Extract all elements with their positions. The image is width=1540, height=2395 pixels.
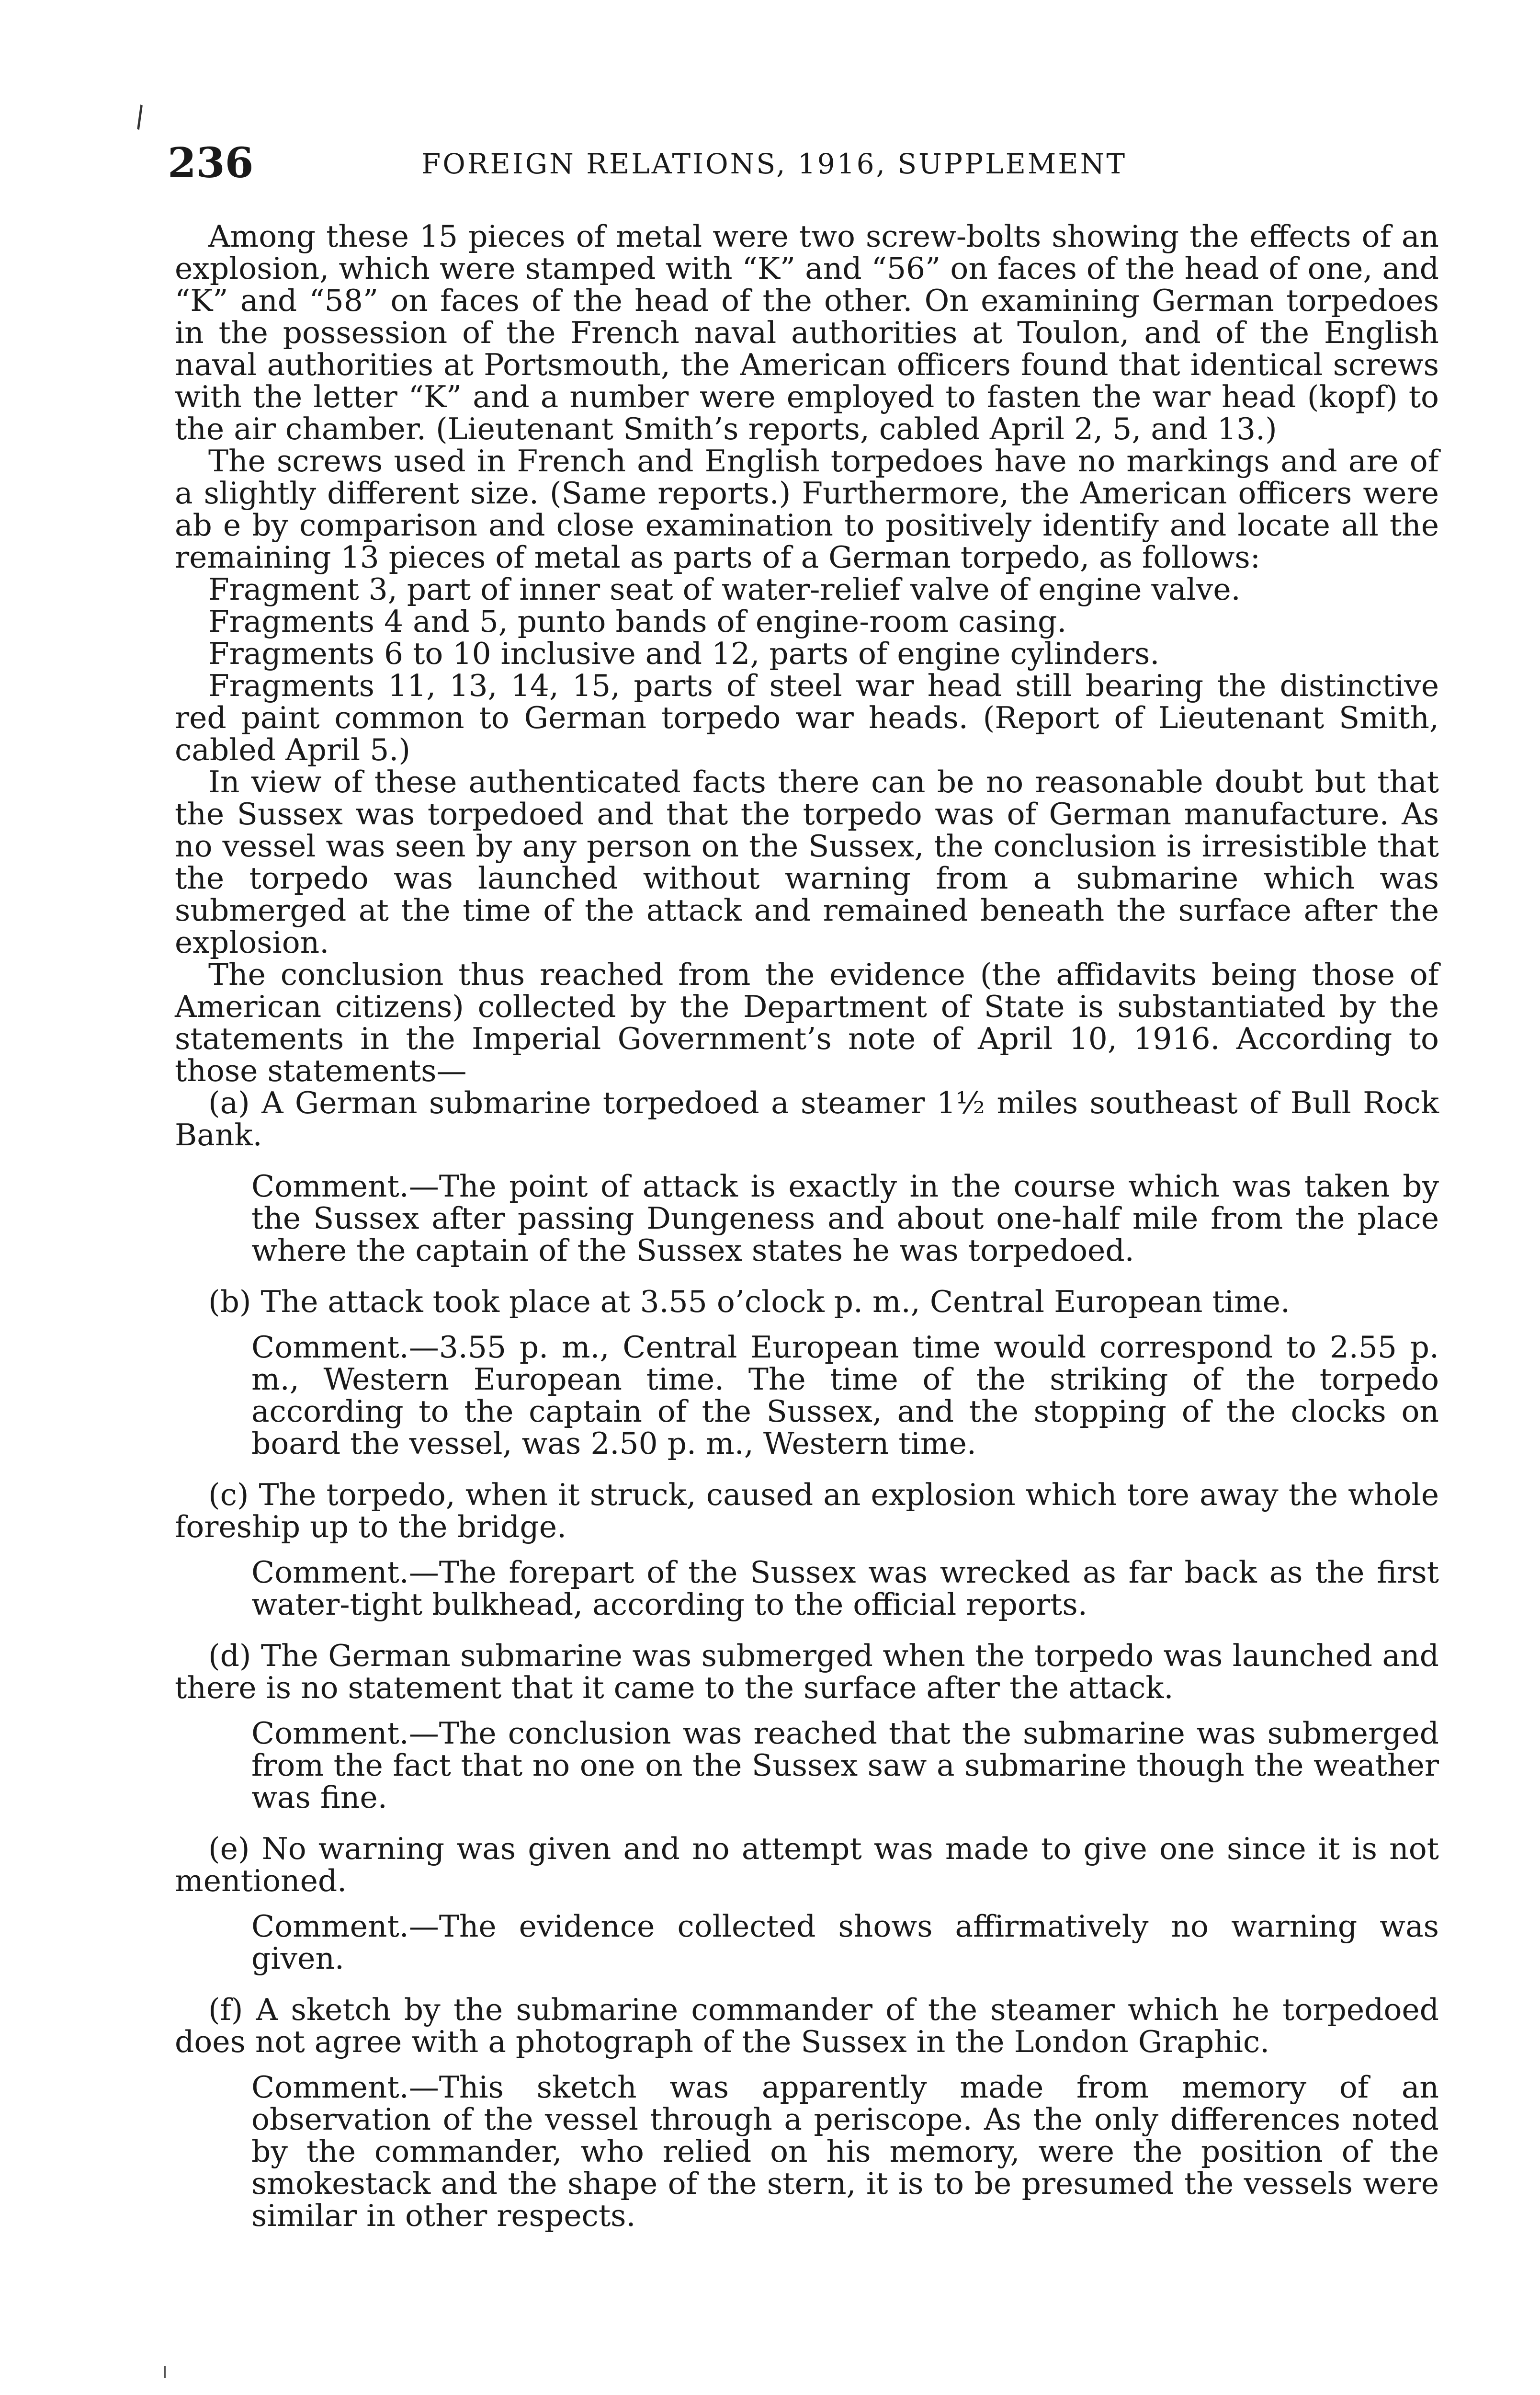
fragment-item: Fragment 3, part of inner seat of water-relief valve of engine valve. xyxy=(208,572,1241,607)
page-number: 236 xyxy=(168,139,254,187)
statement-f: (f) A sketch by the submarine commander of the steamer which he torpedoed does not agree with a photograph of the Sussex in the London Graphic. xyxy=(175,1992,1439,2059)
statement-a: (a) A German submarine torpedoed a steamer 1½ miles southeast of Bull Rock Bank. xyxy=(175,1085,1439,1152)
statement-d: (d) The German submarine was submerged when the torpedo was launched and there is no statement that it came to the surface after the attack. xyxy=(175,1638,1439,1705)
statement-e: (e) No warning was given and no attempt was made to give one since it is not mentioned. xyxy=(175,1831,1439,1898)
comment-b: Comment.—3.55 p. m., Central European time would correspond to 2.55 p. m., Western European time. The time of the striking of the torpedo according to the captain of the Sussex, and the stopping of the clocks on board the vessel, was 2.50 p. m., Western time. xyxy=(251,1330,1439,1461)
comment-d: Comment.—The conclusion was reached that the submarine was submerged from the fact that no one on the Sussex saw a submarine though the weather was fine. xyxy=(251,1716,1439,1815)
statement-c: (c) The torpedo, when it struck, caused an explosion which tore away the whole foreship up to the bridge. xyxy=(175,1477,1439,1544)
comment-c: Comment.—The forepart of the Sussex was wrecked as far back as the first water-tight bulkhead, according to the official reports. xyxy=(251,1555,1439,1622)
body-text xyxy=(175,220,1439,2232)
fragment-item: Fragments 6 to 10 inclusive and 12, parts of engine cylinders. xyxy=(208,636,1160,671)
paragraph-french-english-screws: The screws used in French and English torpedoes have no markings and are of a slightly different size. (Same reports.) Furthermore, the American officers were ab e by comparison and close examination to positively identify and locate all the remaining 13 pieces of metal as parts of a German torpedo, as follows: xyxy=(175,444,1439,575)
page-header xyxy=(168,139,1437,192)
fragment-item: Fragments 11, 13, 14, 15, parts of steel war head still bearing the distinctive red paint common to German torpedo war heads. (Report of Lieutenant Smith, cabled April 5.) xyxy=(175,668,1439,767)
stray-mark xyxy=(164,2366,166,2378)
comment-f: Comment.—This sketch was apparently made from memory of an observation of the vessel through a periscope. As the only differences noted by the commander, who relied on his memory, were the position of the smokestack and the shape of the stern, it is to be presumed the vessels were similar in other respects. xyxy=(251,2070,1439,2233)
fragment-item: Fragments 4 and 5, punto bands of engine-room casing. xyxy=(208,604,1067,639)
statement-b: (b) The attack took place at 3.55 o’clock p. m., Central European time. xyxy=(208,1284,1290,1319)
comment-a: Comment.—The point of attack is exactly in the course which was taken by the Sussex after passing Dungeness and about one-half mile from the place where the captain of the Sussex states he was torpedoed. xyxy=(251,1169,1439,1268)
paragraph-conclusion: The conclusion thus reached from the evidence (the affidavits being those of American citizens) collected by the Department of State is substantiated by the statements in the Imperial Government’s note of April 10, 1916. According to those statements— xyxy=(175,957,1439,1088)
stray-mark: ∖ xyxy=(123,98,154,137)
comment-e: Comment.—The evidence collected shows affirmatively no warning was given. xyxy=(251,1909,1439,1976)
paragraph-screw-bolts: Among these 15 pieces of metal were two screw-bolts showing the effects of an explosion, which were stamped with “K” and “56” on faces of the head of one, and “K” and “58” on faces of the head of the other. On examining German torpedoes in the possession of the French naval authorities at Toulon, and of the English naval authorities at Portsmouth, the American officers found that identical screws with the letter “K” and a number were employed to fasten the war head (kopf) to the air chamber. (Lieutenant Smith’s reports, cabled April 2, 5, and 13.) xyxy=(175,219,1439,446)
running-head: FOREIGN RELATIONS, 1916, SUPPLEMENT xyxy=(421,148,1127,180)
paragraph-authenticated-facts: In view of these authenticated facts there can be no reasonable doubt but that the Sussex was torpedoed and that the torpedo was of German manufacture. As no vessel was seen by any person on the Sussex, the conclusion is irresistible that the torpedo was launched without warning from a submarine which was submerged at the time of the attack and remained beneath the surface after the explosion. xyxy=(175,764,1439,960)
